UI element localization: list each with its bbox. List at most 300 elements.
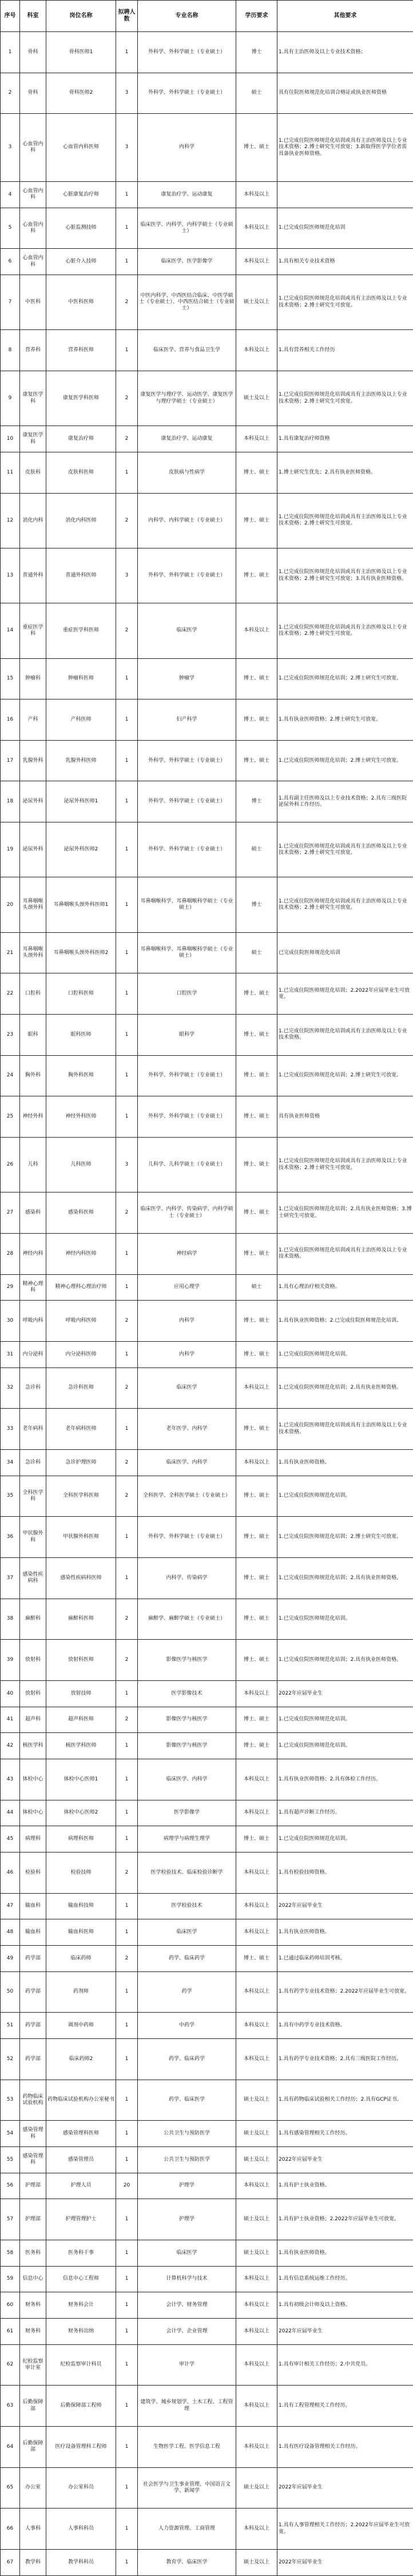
cell-seq: 28 xyxy=(1,1234,20,1275)
cell-edu: 博士、硕士 xyxy=(236,493,277,548)
cell-major: 中药学 xyxy=(138,2013,236,2039)
header-post: 岗位名称 xyxy=(46,1,116,32)
cell-major: 康复治疗学、运动康复 xyxy=(138,181,236,208)
cell-post: 重症医学科医师 xyxy=(46,603,116,658)
cell-seq: 49 xyxy=(1,1945,20,1971)
table-row xyxy=(1,2080,413,2121)
table-row xyxy=(1,114,413,182)
cell-dept: 泌尿外科 xyxy=(20,822,46,877)
cell-major: 会计学、财务管理 xyxy=(138,2292,236,2319)
cell-req: 1.已通过临床药师培训考核。 xyxy=(277,1945,413,1971)
cell-edu: 博士、硕士 xyxy=(236,1826,277,1853)
cell-req: 1.已完成住院医师规范化培训；2.具有执业医师资格；3.博士研究生可放宽。 xyxy=(277,1192,413,1234)
cell-count: 1 xyxy=(116,1759,138,1800)
cell-req: 1.已完成住院医师规范化培训。 xyxy=(277,1476,413,1517)
cell-major: 耳鼻咽喉科学、耳鼻咽喉科学硕士（专业硕士） xyxy=(138,877,236,932)
cell-req: 2022年应届毕业生 xyxy=(277,2318,413,2344)
cell-dept: 内分泌科 xyxy=(20,1341,46,1367)
cell-dept: 纪检监察审计室 xyxy=(20,2344,46,2386)
cell-dept: 感染管理科 xyxy=(20,2121,46,2147)
cell-edu: 硕士及以上 xyxy=(236,2080,277,2121)
cell-edu: 本科及以上 xyxy=(236,2292,277,2319)
cell-seq: 12 xyxy=(1,493,20,548)
cell-seq: 18 xyxy=(1,781,20,822)
cell-edu: 博士、硕士 xyxy=(236,1234,277,1275)
cell-req: 1.已完成住院医师规范化培训；2.具有执业医师资格。 xyxy=(277,1557,413,1599)
cell-seq: 20 xyxy=(1,877,20,932)
cell-edu: 本科及以上 xyxy=(236,1680,277,1707)
cell-dept: 体检中心 xyxy=(20,1800,46,1826)
cell-count: 1 xyxy=(116,2467,138,2509)
cell-req: 1.已完成住院医师规范化培训。 xyxy=(277,1341,413,1367)
cell-req: 1.已完成住院医师规范化培训；2.博士研究生可放宽。 xyxy=(277,740,413,781)
cell-dept: 护理部 xyxy=(20,2173,46,2199)
cell-post: 骨科医师2 xyxy=(46,73,116,114)
table-row xyxy=(1,2467,413,2509)
cell-dept: 老年病科 xyxy=(20,1409,46,1450)
header-req: 其他要求 xyxy=(277,1,413,32)
cell-dept: 输血科 xyxy=(20,1893,46,1919)
cell-count: 3 xyxy=(116,548,138,603)
cell-post: 康复治疗师 xyxy=(46,426,116,452)
cell-req: 1.具有药物临床试验相关工作经历；2.具有GCP证书。 xyxy=(277,2080,413,2121)
cell-seq: 37 xyxy=(1,1557,20,1599)
cell-seq: 45 xyxy=(1,1826,20,1853)
table-row xyxy=(1,330,413,371)
table-row xyxy=(1,2146,413,2173)
cell-count: 1 xyxy=(116,2386,138,2427)
cell-edu: 本科及以上 xyxy=(236,2344,277,2386)
cell-seq: 52 xyxy=(1,2038,20,2080)
cell-seq: 4 xyxy=(1,181,20,208)
cell-count: 2 xyxy=(116,1367,138,1409)
table-row xyxy=(1,2038,413,2080)
cell-req: 1.具有信息系统运维工作经历。 xyxy=(277,2266,413,2292)
table-row xyxy=(1,603,413,658)
cell-seq: 47 xyxy=(1,1893,20,1919)
cell-req: 1.具有相关专业技术资格 xyxy=(277,249,413,275)
cell-req: 1.已完成住院医师规范化培训；2.2022年应届毕业生可放宽。 xyxy=(277,973,413,1015)
cell-req: 1.已完成住院医师规范化培训或具有主治医师及以上专业技术资格。 xyxy=(277,1234,413,1275)
table-row xyxy=(1,2509,413,2550)
table-row xyxy=(1,1733,413,1759)
cell-post: 老年病科医师 xyxy=(46,1409,116,1450)
cell-seq: 16 xyxy=(1,699,20,741)
cell-edu: 博士、硕士 xyxy=(236,740,277,781)
cell-dept: 营养科 xyxy=(20,330,46,371)
cell-edu: 本科及以上 xyxy=(236,2509,277,2550)
cell-count: 1 xyxy=(116,1733,138,1759)
cell-seq: 27 xyxy=(1,1192,20,1234)
cell-edu: 博士、硕士 xyxy=(236,114,277,182)
cell-seq: 34 xyxy=(1,1449,20,1476)
cell-dept: 感染性疾病科 xyxy=(20,1557,46,1599)
table-row xyxy=(1,1640,413,1681)
cell-post: 甲状腺外科医师 xyxy=(46,1517,116,1558)
cell-major: 眼科学 xyxy=(138,1015,236,1056)
cell-edu: 硕士 xyxy=(236,1274,277,1301)
cell-post: 药剂师 xyxy=(46,1971,116,2013)
cell-major: 教育学、临床医学 xyxy=(138,2549,236,2575)
table-row xyxy=(1,1274,413,1301)
cell-seq: 31 xyxy=(1,1341,20,1367)
cell-post: 儿科医师 xyxy=(46,1138,116,1192)
cell-count: 1 xyxy=(116,249,138,275)
cell-count: 1 xyxy=(116,1234,138,1275)
cell-major: 临床医学、内科学、传染病学、内科学硕士（专业硕士） xyxy=(138,1192,236,1234)
table-row xyxy=(1,2344,413,2386)
header-edu: 学历要求 xyxy=(236,1,277,32)
cell-dept: 口腔科 xyxy=(20,973,46,1015)
cell-req: 1.已完成住院医师规范化培训。 xyxy=(277,1599,413,1640)
cell-dept: 普通外科 xyxy=(20,548,46,603)
table-row xyxy=(1,2199,413,2240)
cell-major: 外科学、外科学硕士（专业硕士） xyxy=(138,781,236,822)
cell-edu: 本科及以上 xyxy=(236,2266,277,2292)
cell-count: 20 xyxy=(116,2173,138,2199)
cell-post: 普通外科医师 xyxy=(46,548,116,603)
cell-seq: 10 xyxy=(1,426,20,452)
cell-req: 具有执业医师资格 xyxy=(277,1096,413,1138)
cell-dept: 后勤保障部 xyxy=(20,2386,46,2427)
table-row xyxy=(1,181,413,208)
cell-req: 1.具有执业医师资格；2.具有体检工作经历。 xyxy=(277,1759,413,1800)
cell-dept: 乳腺外科 xyxy=(20,740,46,781)
cell-dept: 药学部 xyxy=(20,2038,46,2080)
cell-major: 公共卫生与预防医学 xyxy=(138,2146,236,2173)
cell-major: 临床医学、医学影像学 xyxy=(138,249,236,275)
cell-req: 1.已完成住院医师规范化培训。 xyxy=(277,1733,413,1759)
cell-dept: 财务科 xyxy=(20,2318,46,2344)
cell-edu: 博士 xyxy=(236,32,277,73)
cell-post: 耳鼻咽喉头颈外科医师2 xyxy=(46,932,116,973)
cell-major: 病理学与病理生理学 xyxy=(138,1826,236,1853)
cell-edu: 硕士及以上 xyxy=(236,2146,277,2173)
cell-major: 内科学 xyxy=(138,114,236,182)
cell-req: 1.具有感染管理相关工作经历。 xyxy=(277,2121,413,2147)
cell-dept: 财务科 xyxy=(20,2292,46,2319)
cell-major: 外科学、外科学硕士（专业硕士） xyxy=(138,1055,236,1096)
cell-dept: 药学部 xyxy=(20,1971,46,2013)
table-row xyxy=(1,1599,413,1640)
cell-req: 1.已完成住院医师规范化培训或具有主治医师及以上专业技术资格。 xyxy=(277,1409,413,1450)
cell-seq: 41 xyxy=(1,1707,20,1733)
cell-post: 护理人员 xyxy=(46,2173,116,2199)
cell-count: 1 xyxy=(116,1680,138,1707)
cell-req: 1.具有营养相关工作经历 xyxy=(277,330,413,371)
cell-major: 药学、临床药学 xyxy=(138,1945,236,1971)
cell-req: 2022年应届毕业生 xyxy=(277,2467,413,2509)
cell-post: 产科医师 xyxy=(46,699,116,741)
header-dept: 科室 xyxy=(20,1,46,32)
cell-dept: 康复医学科 xyxy=(20,426,46,452)
cell-dept: 心血管内科 xyxy=(20,114,46,182)
cell-req: 1.具有医疗设备管理相关工作经历。 xyxy=(277,2426,413,2467)
cell-dept: 体检中心 xyxy=(20,1759,46,1800)
cell-count: 1 xyxy=(116,2549,138,2575)
cell-seq: 29 xyxy=(1,1274,20,1301)
cell-edu: 博士、硕士 xyxy=(236,1341,277,1367)
cell-major: 医学影像学 xyxy=(138,1800,236,1826)
cell-count: 1 xyxy=(116,1971,138,2013)
cell-count: 1 xyxy=(116,2121,138,2147)
table-row xyxy=(1,877,413,932)
cell-post: 体检中心医师2 xyxy=(46,1800,116,1826)
cell-dept: 感染管理科 xyxy=(20,2146,46,2173)
cell-major: 外科学、外科学硕士（专业硕士） xyxy=(138,548,236,603)
cell-count: 1 xyxy=(116,208,138,249)
cell-major: 临床医学 xyxy=(138,603,236,658)
cell-req: 1.已完成住院医师规范化培训或具有主治医师及以上专业技术资格；2.博士研究生可放宽。 xyxy=(277,275,413,329)
cell-edu: 本科及以上 xyxy=(236,181,277,208)
cell-count: 2 xyxy=(116,426,138,452)
cell-post: 麻醉科医师 xyxy=(46,1599,116,1640)
cell-post: 消化内科医师 xyxy=(46,493,116,548)
table-row xyxy=(1,1971,413,2013)
cell-seq: 32 xyxy=(1,1367,20,1409)
cell-major: 全科医学、全科医学硕士（专业硕士） xyxy=(138,1476,236,1517)
cell-count: 2 xyxy=(116,371,138,426)
cell-count: 2 xyxy=(116,1852,138,1893)
cell-edu: 博士、硕士 xyxy=(236,1138,277,1192)
cell-edu: 硕士 xyxy=(236,73,277,114)
cell-dept: 急诊科 xyxy=(20,1367,46,1409)
cell-req: 1.具有执业医师资格。 xyxy=(277,1449,413,1476)
cell-edu: 博士、硕士 xyxy=(236,1192,277,1234)
cell-post: 人事科科员 xyxy=(46,2509,116,2550)
cell-major: 护理学 xyxy=(138,2173,236,2199)
cell-dept: 输血科 xyxy=(20,1919,46,1946)
cell-dept: 骨科 xyxy=(20,32,46,73)
cell-seq: 35 xyxy=(1,1476,20,1517)
cell-req: 1.具有药学专业技术资格；2.2022年应届毕业生可放宽。 xyxy=(277,1971,413,2013)
cell-dept: 药物临床试验机构 xyxy=(20,2080,46,2121)
cell-count: 1 xyxy=(116,2266,138,2292)
cell-edu: 博士、硕士 xyxy=(236,1517,277,1558)
cell-req: 1.已完成住院医师规范化培训或具有主治医师及以上专业技术资格；2.博士研究生可放宽。 xyxy=(277,822,413,877)
cell-dept: 消化内科 xyxy=(20,493,46,548)
cell-edu: 硕士及以上 xyxy=(236,2121,277,2147)
cell-seq: 54 xyxy=(1,2121,20,2147)
cell-req: 1.具有检验技师资格。 xyxy=(277,1852,413,1893)
table-row xyxy=(1,1476,413,1517)
cell-seq: 55 xyxy=(1,2146,20,2173)
cell-seq: 50 xyxy=(1,1971,20,2013)
cell-dept: 康复医学科 xyxy=(20,371,46,426)
cell-req: 已完成住院医师规范化培训 xyxy=(277,932,413,973)
cell-post: 护理管理护士 xyxy=(46,2199,116,2240)
cell-post: 临床药师 xyxy=(46,1945,116,1971)
cell-major: 护理学 xyxy=(138,2199,236,2240)
table-row xyxy=(1,1707,413,1733)
cell-dept: 产科 xyxy=(20,699,46,741)
table-row xyxy=(1,2013,413,2039)
cell-dept: 放射科 xyxy=(20,1640,46,1681)
cell-seq: 44 xyxy=(1,1800,20,1826)
table-row xyxy=(1,1449,413,1476)
cell-count: 1 xyxy=(116,2509,138,2550)
cell-req: 2022年应届毕业生 xyxy=(277,1680,413,1707)
cell-post: 心脏监测技师 xyxy=(46,208,116,249)
cell-seq: 42 xyxy=(1,1733,20,1759)
cell-major: 医学检验技术 xyxy=(138,1893,236,1919)
cell-count: 1 xyxy=(116,1055,138,1096)
cell-dept: 护理部 xyxy=(20,2199,46,2240)
cell-seq: 58 xyxy=(1,2240,20,2266)
cell-seq: 26 xyxy=(1,1138,20,1192)
table-row xyxy=(1,1680,413,1707)
cell-edu: 博士 xyxy=(236,877,277,932)
cell-count: 1 xyxy=(116,1015,138,1056)
cell-req xyxy=(277,181,413,208)
cell-major: 人力资源管理、工商管理 xyxy=(138,2509,236,2550)
cell-edu: 本科及以上 xyxy=(236,208,277,249)
cell-count: 1 xyxy=(116,2038,138,2080)
cell-dept: 病理科 xyxy=(20,1826,46,1853)
cell-post: 调剂中药师 xyxy=(46,2013,116,2039)
table-row xyxy=(1,493,413,548)
cell-seq: 11 xyxy=(1,452,20,493)
cell-seq: 43 xyxy=(1,1759,20,1800)
table-row xyxy=(1,32,413,73)
table-row xyxy=(1,1367,413,1409)
table-row xyxy=(1,1517,413,1558)
cell-req: 1.已完成住院医师规范化培训或具有主治医师及以上专业技术资格；2.博士研究生可放宽；3.新取得医学学位者需具备执业医师资格。 xyxy=(277,114,413,182)
cell-post: 眼科医师 xyxy=(46,1015,116,1056)
cell-post: 病理科医师 xyxy=(46,1826,116,1853)
cell-post: 口腔科医师 xyxy=(46,973,116,1015)
cell-req: 1.已完成住院医师规范化培训或具有主治医师及以上专业技术资格；2.博士研究生可放宽。 xyxy=(277,493,413,548)
cell-req: 1.已完成住院医师规范化培训。 xyxy=(277,1707,413,1733)
table-row xyxy=(1,2426,413,2467)
cell-seq: 33 xyxy=(1,1409,20,1450)
cell-major: 影像医学与核医学 xyxy=(138,1707,236,1733)
cell-dept: 胸外科 xyxy=(20,1055,46,1096)
cell-dept: 神经外科 xyxy=(20,1096,46,1138)
cell-dept: 呼吸内科 xyxy=(20,1301,46,1342)
cell-post: 教学科科员 xyxy=(46,2549,116,2575)
cell-major: 皮肤病与性病学 xyxy=(138,452,236,493)
cell-major: 麻醉学、麻醉学硕士（专业硕士） xyxy=(138,1599,236,1640)
table-row xyxy=(1,73,413,114)
cell-dept: 甲状腺外科 xyxy=(20,1517,46,1558)
cell-req: 1.具有药学专业技术资格；2.具有三级医院工作经历。 xyxy=(277,2038,413,2080)
cell-seq: 39 xyxy=(1,1640,20,1681)
cell-post: 超声科医师 xyxy=(46,1707,116,1733)
cell-seq: 67 xyxy=(1,2549,20,2575)
cell-post: 办公室科员 xyxy=(46,2467,116,2509)
cell-major: 内科学 xyxy=(138,1341,236,1367)
cell-seq: 61 xyxy=(1,2318,20,2344)
cell-count: 2 xyxy=(116,1192,138,1234)
cell-req: 1.已完成住院医师规范化培训或具有主治医师及以上专业技术资格。 xyxy=(277,1015,413,1056)
cell-dept: 心血管内科 xyxy=(20,208,46,249)
cell-count: 1 xyxy=(116,1826,138,1853)
cell-seq: 60 xyxy=(1,2292,20,2319)
cell-major: 康复治疗学、运动康复 xyxy=(138,426,236,452)
table-row xyxy=(1,1409,413,1450)
cell-edu: 本科及以上 xyxy=(236,1800,277,1826)
cell-post: 医务科干事 xyxy=(46,2240,116,2266)
cell-edu: 博士、硕士 xyxy=(236,699,277,741)
cell-seq: 62 xyxy=(1,2344,20,2386)
cell-post: 核医学科医师 xyxy=(46,1733,116,1759)
cell-count: 1 xyxy=(116,699,138,741)
cell-count: 1 xyxy=(116,1919,138,1946)
cell-seq: 6 xyxy=(1,249,20,275)
cell-dept: 心血管内科 xyxy=(20,249,46,275)
cell-edu: 本科及以上 xyxy=(236,1367,277,1409)
cell-count: 1 xyxy=(116,1096,138,1138)
cell-count: 1 xyxy=(116,181,138,208)
cell-edu: 博士 xyxy=(236,781,277,822)
cell-major: 医学影像技术 xyxy=(138,1680,236,1707)
cell-seq: 38 xyxy=(1,1599,20,1640)
cell-count: 2 xyxy=(116,1301,138,1342)
cell-major: 外科学、外科学硕士（专业硕士） xyxy=(138,822,236,877)
table-row xyxy=(1,1055,413,1096)
table-row xyxy=(1,1015,413,1056)
cell-post: 后勤保障部工程师 xyxy=(46,2386,116,2427)
cell-edu: 硕士及以上 xyxy=(236,371,277,426)
cell-req: 1.具有副主任医师及以上专业技术资格；2.具有三级医院泌尿外科工作经历。 xyxy=(277,781,413,822)
cell-edu: 本科及以上 xyxy=(236,1759,277,1800)
cell-dept: 心血管内科 xyxy=(20,181,46,208)
cell-edu: 硕士及以上 xyxy=(236,2549,277,2575)
cell-edu: 硕士及以上 xyxy=(236,2467,277,2509)
table-row xyxy=(1,1919,413,1946)
cell-edu: 本科及以上 xyxy=(236,1971,277,2013)
cell-req: 1.具有执业医师资格。 xyxy=(277,1919,413,1946)
cell-count: 1 xyxy=(116,2199,138,2240)
table-row xyxy=(1,1096,413,1138)
cell-major: 影像医学与核医学 xyxy=(138,1640,236,1681)
table-row xyxy=(1,781,413,822)
cell-count: 1 xyxy=(116,658,138,699)
table-body xyxy=(1,32,413,2576)
cell-req: 2022年应届毕业生 xyxy=(277,1893,413,1919)
cell-post: 感染性疾病科医师 xyxy=(46,1557,116,1599)
cell-dept: 医务科 xyxy=(20,2240,46,2266)
cell-post: 纪检监察审计科员 xyxy=(46,2344,116,2386)
cell-seq: 8 xyxy=(1,330,20,371)
table-row xyxy=(1,2121,413,2147)
cell-dept: 后勤保障部 xyxy=(20,2426,46,2467)
cell-count: 1 xyxy=(116,877,138,932)
cell-edu: 本科及以上 xyxy=(236,249,277,275)
table-row xyxy=(1,1826,413,1853)
cell-count: 1 xyxy=(116,1800,138,1826)
table-row xyxy=(1,1852,413,1893)
cell-dept: 儿科 xyxy=(20,1138,46,1192)
cell-major: 计算机科学与技术 xyxy=(138,2266,236,2292)
cell-edu: 博士、硕士 xyxy=(236,1409,277,1450)
table-row xyxy=(1,2549,413,2575)
cell-major: 药学、临床医学 xyxy=(138,2080,236,2121)
cell-count: 1 xyxy=(116,2146,138,2173)
cell-req: 1.已完成住院医师规范化培训或具有主治医师及以上专业技术资格；2.博士研究生可放宽；3.具有执业医师资格。 xyxy=(277,548,413,603)
cell-edu: 硕士 xyxy=(236,822,277,877)
header-count: 拟聘人数 xyxy=(116,1,138,32)
cell-major: 药学、临床药学 xyxy=(138,2038,236,2080)
cell-seq: 23 xyxy=(1,1015,20,1056)
cell-count: 1 xyxy=(116,932,138,973)
cell-count: 1 xyxy=(116,822,138,877)
cell-post: 神经内科医师 xyxy=(46,1234,116,1275)
cell-major: 应用心理学 xyxy=(138,1274,236,1301)
cell-count: 2 xyxy=(116,1640,138,1681)
cell-seq: 5 xyxy=(1,208,20,249)
